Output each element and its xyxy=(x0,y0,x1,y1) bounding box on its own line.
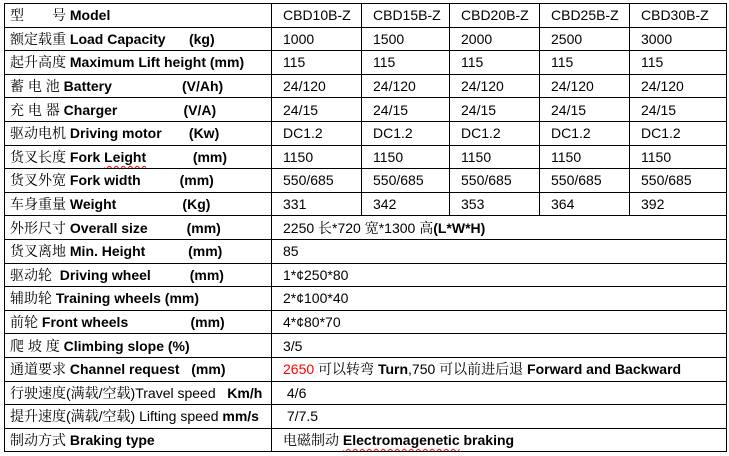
row-label-lifting-speed xyxy=(5,405,272,429)
text-segment: CBD20B-Z xyxy=(461,7,529,24)
row-label-max-lift-height xyxy=(5,51,272,75)
cell-charger xyxy=(272,98,362,122)
table-row-climbing-slope xyxy=(5,334,727,358)
cell-driving-motor xyxy=(540,121,630,145)
row-label-training-wheels xyxy=(5,287,272,311)
text-segment: (mm) xyxy=(189,266,224,283)
text-segment: DC1.2 xyxy=(551,125,591,142)
cell-travel-speed xyxy=(272,381,727,405)
text-segment: 24/15 xyxy=(373,101,409,118)
text-segment: 货叉离地 xyxy=(10,243,70,260)
text-segment: (mm) xyxy=(188,243,223,260)
text-segment: 1500 xyxy=(373,30,405,47)
text-segment: 辅助轮 xyxy=(10,290,56,307)
text-segment: (mm) xyxy=(191,361,226,378)
text-segment: 1150 xyxy=(283,148,314,165)
text-segment: CBD10B-Z xyxy=(283,7,351,24)
text-segment: 1*¢250*80 xyxy=(283,266,349,283)
text-segment: CBD25B-Z xyxy=(551,7,619,24)
text-segment: 24/15 xyxy=(461,101,497,118)
text-segment xyxy=(141,172,180,188)
cell-max-lift-height xyxy=(272,51,362,75)
cell-fork-length xyxy=(540,145,630,169)
cell-charger xyxy=(540,98,630,122)
text-segment: (L*W*H) xyxy=(433,219,486,236)
cell-model xyxy=(272,4,362,28)
text-segment: Km/h xyxy=(227,384,263,401)
cell-model xyxy=(540,4,630,28)
text-segment: 行驶速度(满载/空载)Travel speed xyxy=(10,384,216,401)
text-segment: 24/15 xyxy=(283,101,319,118)
cell-fork-width xyxy=(630,169,727,193)
table-row-channel-request xyxy=(5,357,727,381)
text-segment: 24/120 xyxy=(641,78,684,95)
text-segment: Electromagenetic xyxy=(342,431,460,448)
text-segment xyxy=(146,149,193,165)
text-segment: 85 xyxy=(283,243,299,260)
text-segment: Battery xyxy=(63,78,112,95)
cell-fork-width xyxy=(450,169,540,193)
table-row-weight xyxy=(5,192,727,216)
cell-fork-width xyxy=(362,169,450,193)
cell-load-capacity xyxy=(630,27,727,51)
text-segment: Leight xyxy=(104,148,147,165)
text-segment: 2650 xyxy=(283,361,315,378)
table-row-battery xyxy=(5,74,727,98)
table-row-training-wheels xyxy=(5,287,727,311)
text-segment: 货叉长度 xyxy=(10,148,70,165)
table-row-lifting-speed xyxy=(5,405,727,429)
cell-front-wheels xyxy=(272,310,727,334)
text-segment: Forward and Backward xyxy=(527,361,682,378)
text-segment xyxy=(166,31,189,47)
cell-min-height xyxy=(272,239,727,263)
cell-fork-length xyxy=(630,145,727,169)
row-label-braking-type xyxy=(5,428,272,452)
text-segment: 通道要求 xyxy=(10,361,70,378)
text-segment: 2250 长*720 宽*1300 高 xyxy=(283,219,434,236)
text-segment: 550/685 xyxy=(551,172,602,189)
cell-channel-request xyxy=(272,357,727,381)
text-segment: 392 xyxy=(641,196,665,213)
text-segment xyxy=(151,267,190,283)
text-segment: (V/Ah) xyxy=(181,78,224,95)
text-segment: Weight xyxy=(69,196,117,213)
text-segment: 364 xyxy=(551,196,575,213)
text-segment: 2000 xyxy=(461,30,493,47)
text-segment: Turn xyxy=(377,361,409,378)
cell-max-lift-height xyxy=(450,51,540,75)
table-row-min-height xyxy=(5,239,727,263)
cell-model xyxy=(362,4,450,28)
text-segment: (Kg) xyxy=(182,196,211,213)
text-segment: (kg) xyxy=(188,30,215,47)
text-segment: 24/120 xyxy=(461,78,504,95)
text-segment: 115 xyxy=(641,54,664,71)
text-segment: 可以转弯 xyxy=(314,361,378,378)
cell-weight xyxy=(540,192,630,216)
row-label-model xyxy=(5,4,272,28)
text-segment: 提升速度(满载/空载) Lifting speed xyxy=(10,408,223,425)
cell-weight xyxy=(630,192,727,216)
cell-battery xyxy=(540,74,630,98)
text-segment xyxy=(112,78,182,94)
text-segment: (mm) xyxy=(192,148,228,165)
text-segment: DC1.2 xyxy=(641,125,681,142)
text-segment: Channel request xyxy=(69,361,180,378)
text-segment: 3000 xyxy=(641,30,673,47)
table-row-max-lift-height xyxy=(5,51,727,75)
row-label-charger xyxy=(5,98,272,122)
cell-max-lift-height xyxy=(630,51,727,75)
cell-model xyxy=(630,4,727,28)
text-segment: DC1.2 xyxy=(283,125,323,142)
text-segment: CBD30B-Z xyxy=(641,7,709,24)
cell-fork-width xyxy=(540,169,630,193)
table-row-travel-speed xyxy=(5,381,727,405)
text-segment xyxy=(148,220,187,236)
text-segment: 331 xyxy=(283,196,307,213)
text-segment: 爬 坡 度 xyxy=(10,337,64,354)
table-row-driving-motor xyxy=(5,121,727,145)
row-label-battery xyxy=(5,74,272,98)
text-segment: Braking type xyxy=(69,431,155,448)
text-segment: 550/685 xyxy=(283,172,334,189)
table-row-fork-length xyxy=(5,145,727,169)
text-segment: (mm) xyxy=(179,172,214,189)
row-label-fork-width xyxy=(5,169,272,193)
text-segment: 1150 xyxy=(461,148,492,165)
row-label-overall-size xyxy=(5,216,272,240)
text-segment: Driving motor xyxy=(69,125,162,142)
row-label-front-wheels xyxy=(5,310,272,334)
cell-fork-width xyxy=(272,169,362,193)
text-segment: (mm) xyxy=(190,314,225,331)
text-segment: Min. Height xyxy=(69,243,146,260)
text-segment: 车身重量 xyxy=(10,196,70,213)
text-segment: 24/15 xyxy=(641,101,677,118)
cell-battery xyxy=(272,74,362,98)
table-row-charger xyxy=(5,98,727,122)
text-segment: braking xyxy=(459,431,515,448)
text-segment: Climbing slope (%) xyxy=(63,337,190,354)
row-label-climbing-slope xyxy=(5,334,272,358)
cell-overall-size xyxy=(272,216,727,240)
text-segment: 充 电 器 xyxy=(10,101,64,118)
row-label-driving-motor xyxy=(5,121,272,145)
text-segment: 4/6 xyxy=(283,384,307,401)
text-segment xyxy=(128,314,190,330)
cell-max-lift-height xyxy=(540,51,630,75)
row-label-channel-request xyxy=(5,357,272,381)
text-segment: 353 xyxy=(461,196,485,213)
spec-table xyxy=(4,3,727,452)
text-segment: 3/5 xyxy=(283,337,303,354)
cell-max-lift-height xyxy=(362,51,450,75)
text-segment: 1000 xyxy=(283,30,315,47)
text-segment: 1150 xyxy=(373,148,404,165)
cell-braking-type xyxy=(272,428,727,452)
table-row-front-wheels xyxy=(5,310,727,334)
text-segment: Fork width xyxy=(69,172,141,189)
text-segment: 115 xyxy=(283,54,306,71)
cell-load-capacity xyxy=(362,27,450,51)
cell-battery xyxy=(362,74,450,98)
table-row-fork-width xyxy=(5,169,727,193)
table-row-driving-wheel xyxy=(5,263,727,287)
cell-model xyxy=(450,4,540,28)
text-segment xyxy=(180,361,192,377)
text-segment xyxy=(162,125,189,141)
text-segment: 1150 xyxy=(551,148,582,165)
text-segment: CBD15B-Z xyxy=(373,7,441,24)
text-segment: mm/s xyxy=(222,408,259,425)
text-segment xyxy=(145,243,188,259)
cell-driving-motor xyxy=(450,121,540,145)
cell-driving-motor xyxy=(272,121,362,145)
text-segment: 115 xyxy=(461,54,484,71)
cell-fork-length xyxy=(450,145,540,169)
text-segment: 550/685 xyxy=(461,172,512,189)
text-segment: DC1.2 xyxy=(461,125,501,142)
cell-load-capacity xyxy=(450,27,540,51)
text-segment: DC1.2 xyxy=(373,125,413,142)
cell-charger xyxy=(450,98,540,122)
text-segment: 蓄 电 池 xyxy=(10,78,64,95)
row-label-load-capacity xyxy=(5,27,272,51)
text-segment: Maximum Lift height (mm) xyxy=(69,54,245,71)
cell-fork-length xyxy=(272,145,362,169)
text-segment: 前轮 xyxy=(10,314,42,331)
row-label-weight xyxy=(5,192,272,216)
text-segment: 24/120 xyxy=(551,78,594,95)
text-segment: 115 xyxy=(373,54,396,71)
cell-load-capacity xyxy=(540,27,630,51)
cell-weight xyxy=(272,192,362,216)
text-segment xyxy=(216,385,228,401)
cell-driving-motor xyxy=(362,121,450,145)
cell-driving-wheel xyxy=(272,263,727,287)
text-segment: 电磁制动 xyxy=(283,431,343,448)
text-segment: 制动方式 xyxy=(10,431,70,448)
cell-weight xyxy=(450,192,540,216)
document-page xyxy=(0,3,729,456)
cell-charger xyxy=(630,98,727,122)
row-label-min-height xyxy=(5,239,272,263)
cell-battery xyxy=(630,74,727,98)
text-segment xyxy=(117,102,183,118)
text-segment: 额定载重 xyxy=(10,30,70,47)
text-segment: 24/120 xyxy=(283,78,326,95)
text-segment: ,750 可以前进后退 xyxy=(408,361,528,378)
text-segment: 115 xyxy=(551,54,574,71)
cell-climbing-slope xyxy=(272,334,727,358)
table-row-load-capacity xyxy=(5,27,727,51)
text-segment: 外形尺寸 xyxy=(10,219,70,236)
text-segment: 7/7.5 xyxy=(283,408,319,425)
row-label-fork-length xyxy=(5,145,272,169)
text-segment: 1150 xyxy=(641,148,672,165)
text-segment: (Kw) xyxy=(188,125,220,142)
text-segment: 型 号 xyxy=(10,7,70,24)
text-segment: 起升高度 xyxy=(10,54,70,71)
text-segment: Training wheels (mm) xyxy=(55,290,200,307)
text-segment: (mm) xyxy=(186,219,221,236)
row-label-driving-wheel xyxy=(5,263,272,287)
text-segment: Overall size xyxy=(69,219,148,236)
text-segment: (V/A) xyxy=(183,101,217,118)
text-segment xyxy=(116,196,182,212)
table-row-model xyxy=(5,4,727,28)
cell-fork-length xyxy=(362,145,450,169)
text-segment: Load Capacity xyxy=(69,30,166,47)
text-segment: 驱动轮 xyxy=(10,266,60,283)
table-row-braking-type xyxy=(5,428,727,452)
text-segment: 24/15 xyxy=(551,101,587,118)
text-segment: 2*¢100*40 xyxy=(283,290,349,307)
table-row-overall-size xyxy=(5,216,727,240)
cell-weight xyxy=(362,192,450,216)
cell-training-wheels xyxy=(272,287,727,311)
text-segment: 驱动电机 xyxy=(10,125,70,142)
text-segment: Driving wheel xyxy=(59,266,151,283)
row-label-travel-speed xyxy=(5,381,272,405)
cell-lifting-speed xyxy=(272,405,727,429)
text-segment: 24/120 xyxy=(373,78,416,95)
text-segment: Fork xyxy=(69,148,105,165)
text-segment: Charger xyxy=(63,101,118,118)
text-segment: 2500 xyxy=(551,30,583,47)
text-segment: 550/685 xyxy=(373,172,424,189)
cell-charger xyxy=(362,98,450,122)
text-segment: Model xyxy=(69,7,111,24)
text-segment: 货叉外宽 xyxy=(10,172,70,189)
cell-load-capacity xyxy=(272,27,362,51)
cell-driving-motor xyxy=(630,121,727,145)
text-segment: 342 xyxy=(373,196,397,213)
text-segment: 4*¢80*70 xyxy=(283,314,341,331)
cell-battery xyxy=(450,74,540,98)
text-segment: Front wheels xyxy=(41,314,129,331)
spec-table-body xyxy=(5,4,727,452)
text-segment: 550/685 xyxy=(641,172,692,189)
